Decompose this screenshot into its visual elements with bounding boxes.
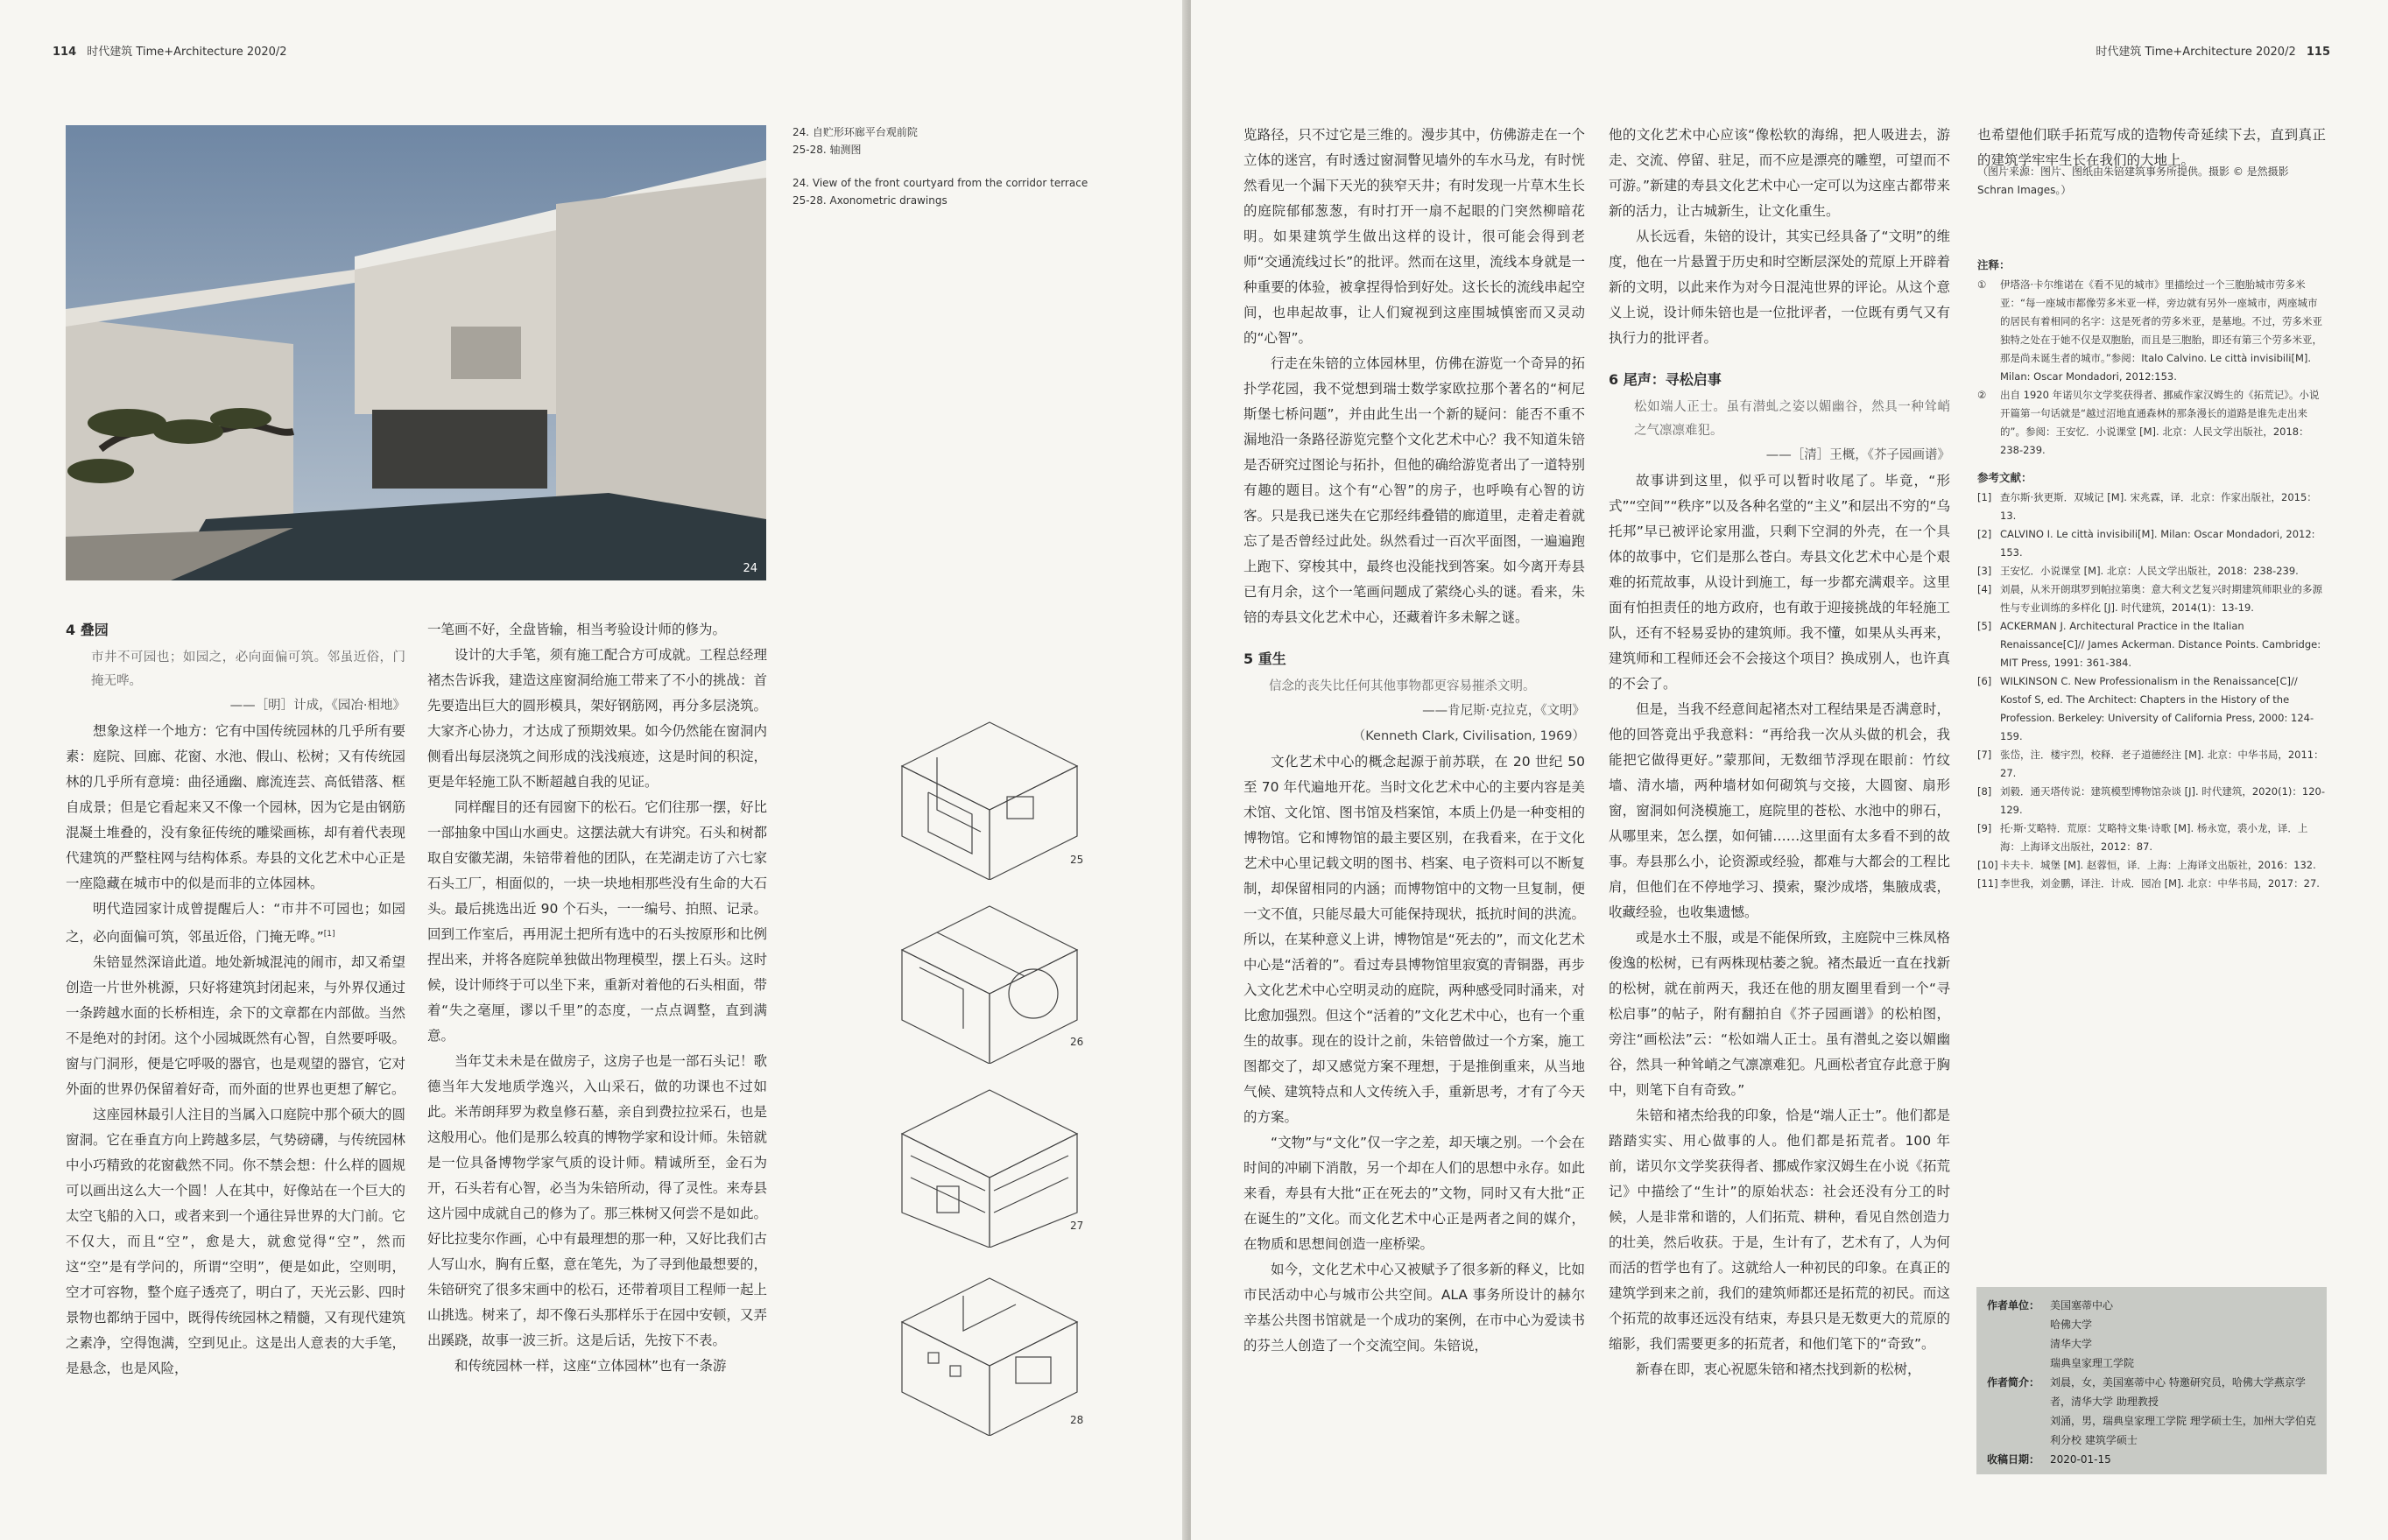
section-heading-6: 6 尾声：寻松启事 <box>1609 371 1722 388</box>
page-number-right: 115 <box>2306 46 2330 59</box>
caption-line: 24. View of the front courtyard from the corridor terrace <box>792 177 1088 189</box>
affiliation-line: 哈佛大学 <box>2050 1318 2093 1331</box>
note-item <box>1977 386 2326 460</box>
ref-text: 王安忆．小说课堂 [M]. 北京：人民文学出版社，2018：238-239. <box>2000 565 2299 577</box>
paragraph: 行走在朱锫的立体园林里，仿佛在游览一个奇异的拓扑学花园，我不觉想到瑞士数学家欧拉那个著名的“柯尼斯堡七桥问题”，并由此生出一个新的疑问：能否不重不漏地沿一条路径游览完整个文化艺术中心？我不知道朱锫是否研究过图论与拓扑，但他的确给游览者出了一道特别有趣的题目。这个有“心智”的房子，也呼唤有心智的访客。只是我已迷失在它那经纬叠错的廊道里，走着走着就忘了是否曾经过此处。纵然看过一百次平面图，一遍遍跑上跑下、穿梭其中，最终也没能找到答案。如今离开寿县已有月余，这个一笔画问题成了萦绕心头的谜。看来，朱锫的寿县文化艺术中心，还藏着许多未解之谜。 <box>1243 355 1585 625</box>
running-header-left <box>46 42 287 59</box>
axo-label-27: 27 <box>1070 1220 1084 1232</box>
epigraph-source-en: （Kenneth Clark, Civilisation, 1969） <box>1352 729 1585 743</box>
figure-caption <box>792 123 1125 209</box>
info-row-received <box>1987 1450 2316 1469</box>
reference-item <box>1977 856 2326 875</box>
reference-item <box>1977 562 2326 580</box>
ref-mark: [2] <box>1977 528 1992 540</box>
ref-mark: [3] <box>1977 565 1992 577</box>
info-value <box>2050 1296 2316 1373</box>
info-label: 收稿日期： <box>1987 1453 2040 1466</box>
ref-mark: [1] <box>1977 491 1992 503</box>
info-row-bio <box>1987 1373 2316 1450</box>
left-page <box>0 0 1187 1540</box>
note-mark: ② <box>1977 389 1987 401</box>
ref-text: 刘毅．通天塔传说：建筑模型博物馆杂谈 [J]. 时代建筑，2020(1)：120-129. <box>2000 785 2325 816</box>
page-number-left: 114 <box>53 46 77 59</box>
paragraph: 朱锫和褚杰给我的印象，恰是“端人正士”。他们都是踏踏实实、用心做事的人。他们都是拓荒者。100 年前，诺贝尔文学奖获得者、挪威作家汉姆生在小说《拓荒记》中描绘了“生计”的原始状态：社会还没有分工的时候，人是非常和谐的，人们拓荒、耕种，看见自然创造力的壮美，然后收获。于是，生计有了，艺术有了，人为何而活的哲学也有了。这就给人一种初民的印象。在真正的建筑学到来之前，我们的建筑师都还是拓荒的初民。而这个拓荒的故事还远没有结束，寿县只是无数更大的荒原的缩影，我们需要更多的拓荒者，和他们笔下的“奇致”。 <box>1609 1108 1950 1352</box>
caption-line: 24. 自贮形环廊平台观前院 <box>792 126 918 138</box>
paragraph: 或是水土不服，或是不能保所致，主庭院中三株凤格俊逸的松树，已有两株现枯萎之貌。褚杰最近一直在找新的松树，就在前两天，我还在他的朋友圈里看到一个“寻松启事”的帖子，附有翻拍自《芥子园画谱》的松柏图，旁注“画松法”云：“松如端人正士。虽有潜虬之姿以媚幽谷，然具一种耸峭之气凛凛难犯。凡画松者宜存此意于胸中，则笔下自有奇致。” <box>1609 930 1950 1098</box>
ref-mark: [4] <box>1977 583 1992 595</box>
caption-line: 25-28. 轴测图 <box>792 144 862 156</box>
paragraph <box>66 897 405 950</box>
ref-mark: [8] <box>1977 785 1992 798</box>
ref-text: 托·斯·艾略特．荒原：艾略特文集·诗歌 [M]. 杨永宽，裘小龙，译．上海：上海译文出版社，2012：87. <box>2000 822 2308 853</box>
axo-label-28: 28 <box>1070 1414 1084 1426</box>
paragraph: 一笔画不好，全盘皆输，相当考验设计师的修为。 <box>427 622 727 637</box>
reference-item <box>1977 525 2326 562</box>
image-credits: （图片来源：图片、图纸由朱锫建筑事务所提供。摄影 © 是然摄影 Schran Images。） <box>1977 165 2289 196</box>
footnote-ref: [1] <box>323 930 335 939</box>
section-heading-4: 4 叠园 <box>66 622 109 638</box>
info-row-affiliation <box>1987 1296 2316 1373</box>
reference-item <box>1977 580 2326 617</box>
paragraph: 这座园林最引人注目的当属入口庭院中那个硕大的圆窗洞。它在垂直方向上跨越多层，气势磅礴，与传统园林中小巧精致的花窗截然不同。你不禁会想：什么样的圆规可以画出这么大一个圆！人在其中，好像站在一个巨大的太空飞船的入口，或者来到一个通往异世界的大门前。它不仅大，而且“空”，愈是大，就愈觉得“空”，然而这“空”是有学问的，所谓“空明”，便是如此，空则明，空才可容物，整个庭子透亮了，明白了，天光云影、四时景物也都纳于园中，既得传统园林之精髓，又有现代建筑之素净，空得饱满，空到见止。这是出人意表的大手笔，是悬念，也是风险， <box>66 1107 405 1377</box>
left-column-2 <box>427 617 767 1379</box>
photo-number: 24 <box>743 562 757 575</box>
affiliation-line: 清华大学 <box>2050 1338 2093 1350</box>
section-heading-5: 5 重生 <box>1243 650 1286 667</box>
ref-mark: [5] <box>1977 620 1992 632</box>
epigraph: 信念的丧失比任何其他事物都更容易摧杀文明。 <box>1269 679 1536 693</box>
ref-mark: [10] <box>1977 859 1998 871</box>
ref-text: 查尔斯·狄更斯．双城记 [M]. 宋兆霖，译．北京：作家出版社，2015：13. <box>2000 491 2317 522</box>
note-text: 出自 1920 年诺贝尔文学奖获得者、挪威作家汉姆生的《拓荒记》。小说开篇第一句话就是“越过沼地直通森林的那条漫长的道路是谁先走出来的”。参阅：王安忆．小说课堂 [M]. 北京：人民文学出版社，2018：238-239. <box>2000 389 2320 456</box>
affiliation-line: 美国塞蒂中心 <box>2050 1299 2114 1311</box>
paragraph: 览路径，只不过它是三维的。漫步其中，仿佛游走在一个立体的迷宫，有时透过窗洞瞥见墙外的车水马龙，有时恍然看见一个漏下天光的狭窄天井；有时发现一片草木生长的庭院郁郁葱葱，有时打开一扇不起眼的门突然柳暗花明。如果建筑学生做出这样的设计，很可能会得到老师“交通流线过长”的批评。然而在这里，流线本身就是一种重要的体验，被拿捏得恰到好处。这长长的流线串起空间，也串起故事，让人们窥视到这座围城慎密而又灵动的“心智”。 <box>1243 127 1585 346</box>
ref-text: 张岱，注．楼宇烈，校释．老子道德经注 [M]. 北京：中华书局，2011：27. <box>2000 749 2324 779</box>
ref-mark: [9] <box>1977 822 1992 834</box>
reference-item <box>1977 617 2326 672</box>
info-label: 作者简介： <box>1987 1376 2040 1389</box>
author-info-box <box>1976 1287 2327 1474</box>
ref-text: 李世我，刘金鹏，译注．计成．园冶 [M]. 北京：中华书局，2017：27. <box>2000 877 2320 890</box>
bio-line: 刘晨，女，美国塞蒂中心 特邀研究员，哈佛大学燕京学者，清华大学 助理教授 <box>2050 1376 2306 1408</box>
ref-mark: [7] <box>1977 749 1992 761</box>
axonometric-drawing-28 <box>876 1269 1103 1436</box>
caption-line: 25-28. Axonometric drawings <box>792 194 947 207</box>
running-header-right <box>2096 42 2337 59</box>
epigraph-source: ——［清］王概，《芥子园画谱》 <box>1765 448 1950 462</box>
paragraph: 当年艾未未是在做房子，这房子也是一部石头记！歌德当年大发地质学逸兴，入山采石，做的功课也不过如此。米芾朗拜罗为救皇修石墓，亲自到费拉拉采石，也是这般用心。他们是那么较真的博物学家和设计师。朱锫就是一位具备博物学家气质的设计师。精诚所至，金石为开，石头若有心智，必当为朱锫所动，得了灵性。来寿县这片园中成就自己的修为了。那三株树又何尝不是如此。好比拉斐尔作画，心中有最理想的那一种，又好比我们古人写山水，胸有丘壑，意在笔先，为了寻到他最想要的，朱锫研究了很多宋画中的松石，还带着项目工程师一起上山挑选。树来了，却不像石头那样乐于在园中安顿，又弄出蹊跷，故事一波三折。这是后话，先按下不表。 <box>427 1053 767 1348</box>
paragraph: 和传统园林一样，这座“立体园林”也有一条游 <box>454 1358 727 1374</box>
courtyard-photo <box>66 125 766 580</box>
ref-text: CALVINO I. Le città invisibili[M]. Milan: Oscar Mondadori, 2012: 153. <box>2000 528 2315 559</box>
axonometric-drawing-25 <box>876 714 1103 880</box>
reference-item <box>1977 819 2326 856</box>
paragraph: 同样醒目的还有园窗下的松石。它们往那一摆，好比一部抽象中国山水画史。这摆法就大有讲究。石头和树都取自安徽芜湖，朱锫带着他的团队，在芜湖走访了六七家石头工厂，相面似的，一块一块地相那些没有生命的大石头。最后挑选出近 90 个石头，一一编号、拍照、记录。回到工作室后，再用泥土把所有选中的石头按原形和比例捏出来，并将各庭院单独做出物理模型，摆上石头。这时候，设计师终于可以坐下来，重新对着他的石头相面，带着“失之毫厘，谬以千里”的态度，一点点调整，直到满意。 <box>427 799 767 1044</box>
ref-mark: [6] <box>1977 675 1992 687</box>
info-value <box>2050 1373 2316 1450</box>
journal-title-right: 时代建筑 Time+Architecture 2020/2 <box>2096 46 2296 59</box>
affiliation-line: 瑞典皇家理工学院 <box>2050 1357 2135 1369</box>
axonometric-drawing-27 <box>876 1081 1103 1248</box>
received-date: 2020-01-15 <box>2050 1453 2111 1466</box>
reference-item <box>1977 672 2326 746</box>
ref-text: 刘晨，从米开朗琪罗到帕拉第奥：意大利文艺复兴时期建筑师职业的多源性与专业训练的多样化 [J]. 时代建筑，2014(1)：13-19. <box>2000 583 2322 614</box>
paragraph: 新春在即，衷心祝愿朱锫和褚杰找到新的松树， <box>1636 1361 1921 1377</box>
notes-section <box>1977 256 2326 893</box>
paragraph: 也希望他们联手拓荒写成的造物传奇延续下去，直到真正的建筑学牢牢生长在我们的大地上。 <box>1977 127 2326 168</box>
reference-item <box>1977 489 2326 525</box>
paragraph: 文化艺术中心的概念起源于前苏联，在 20 世纪 50 至 70 年代遍地开花。当时文化艺术中心的主要内容是美术馆、文化馆、图书馆及档案馆，本质上仍是一种变相的博物馆。它和博物馆的最主要区别，在我看来，在于文化艺术中心里记载文明的图书、档案、电子资料可以不断复制，却保留相同的内涵；而博物馆中的文物一旦复制，便一文不值，只能尽最大可能保持现状，抵抗时间的洪流。所以，在某种意义上讲，博物馆是“死去的”，而文化艺术中心是“活着的”。看过寿县博物馆里寂寞的青铜器，再步入文化艺术中心空明灵动的庭院，两种感受同时涌来，对比愈加强烈。但这个“活着的”文化艺术中心，也有一个重生的故事。现在的设计之前，朱锫曾做过一个方案，施工图都交了，却又感觉方案不理想，于是推倒重来，从当地气候、建筑特点和人文传统入手，重新思考，才有了今天的方案。 <box>1243 754 1585 1125</box>
axo-label-25: 25 <box>1070 854 1084 866</box>
ref-text: 卡夫卡．城堡 [M]. 赵蓉恒，译．上海：上海译文出版社，2016：132. <box>2000 859 2316 871</box>
axo-label-26: 26 <box>1070 1036 1084 1048</box>
epigraph-source: ——［明］计成，《园冶·相地》 <box>229 699 405 713</box>
epigraph: 松如端人正士。虽有潜虬之姿以媚幽谷，然具一种耸峭之气凛凛难犯。 <box>1634 400 1950 438</box>
epigraph-source: ——肯尼斯·克拉克，《文明》 <box>1422 704 1585 718</box>
paragraph: 他的文化艺术中心应该“像松软的海绵，把人吸进去，游走、交流、停留、驻足，而不应是漂亮的雕塑，可望而不可游。”新建的寿县文化艺术中心一定可以为这座古都带来新的活力，让古城新生，让文化重生。 <box>1609 127 1950 219</box>
courtyard-photo-illustration <box>66 125 766 580</box>
reference-item <box>1977 746 2326 783</box>
paragraph: 如今，文化艺术中心又被赋予了很多新的释义，比如市民活动中心与城市公共空间。ALA 事务所设计的赫尔辛基公共图书馆就是一个成功的案例，在市中心为爱读书的芬兰人创造了一个交流空间。朱锫说， <box>1243 1262 1585 1354</box>
journal-title-left: 时代建筑 Time+Architecture 2020/2 <box>87 46 287 59</box>
note-mark: ① <box>1977 278 1987 291</box>
ref-mark: [11] <box>1977 877 1998 890</box>
info-label: 作者单位： <box>1987 1299 2040 1311</box>
epigraph: 市井不可园也；如园之，必向面偏可筑。邻虽近俗，门掩无哗。 <box>91 650 405 688</box>
right-column-2 <box>1609 123 1950 1382</box>
paragraph: 但是，当我不经意间起褚杰对工程结果是否满意时，他的回答竟出乎我意料：“再给我一次从头做的机会，我能把它做得更好。”蒙那间，无数细节浮现在眼前：竹纹墙、清水墙，两种墙材如何砌筑与交接，大圆窗、扇形窗，窗洞如何浇模施工，庭院里的苍松、水池中的卵石，从哪里来，怎么摆，如何铺……这里面有太多看不到的故事。寿县那么小，论资源或经验，都难与大都会的工程比肩，但他们在不停地学习、摸索，聚沙成塔，集腋成裘，收藏经验，也收集遗憾。 <box>1609 701 1950 920</box>
references-heading: 参考文献： <box>1977 471 2032 484</box>
paragraph: 朱锫显然深谙此道。地处新城混沌的闹市，却又希望创造一片世外桃源，只好将建筑封闭起来，与外界仅通过一条跨越水面的长桥相连，余下的文章都在内部做。当然不是绝对的封闭。这个小园城既然有心智，自然要呼吸。窗与门洞形，便是它呼吸的器官，也是观望的器官，它对外面的世界仍保留着好奇，而外面的世界也更想了解它。 <box>66 954 405 1098</box>
reference-item <box>1977 783 2326 819</box>
paragraph: 故事讲到这里，似乎可以暂时收尾了。毕竟，“形式”“空间”“秩序”以及各种名堂的“主义”和层出不穷的“乌托邦”早已被评论家用滥，只剩下空洞的外壳，在一个具体的故事中，它们是那么苍白。寿县文化艺术中心是个艰难的拓荒故事，从设计到施工，每一步都充满艰辛。这里面有怕担责任的地方政府，也有敢于迎接挑战的年轻施工队，还有不轻易妥协的建筑师。我不懂，如果从头再来，建筑师和工程师还会不会接这个项目？换成别人，也许真的不会了。 <box>1609 473 1950 692</box>
axonometric-drawing-26 <box>876 897 1103 1064</box>
left-column-1 <box>66 617 405 1382</box>
right-page <box>1191 0 2388 1540</box>
paragraph: “文物”与“文化”仅一字之差，却天壤之别。一个会在时间的冲刷下消散，另一个却在人们的思想中永存。如此来看，寿县有大批“正在死去的”文物，同时又有大批“正在诞生的”文化。而文化艺术中心正是两者之间的媒介，在物质和思想间创造一座桥梁。 <box>1243 1135 1585 1252</box>
paragraph: 想象这样一个地方：它有中国传统园林的几乎所有要素：庭院、回廊、花窗、水池、假山、松树；又有传统园林的几乎所有意境：曲径通幽、廊流连芸、高低错落、框自成景；但是它看起来又不像一个园林，因为它是由钢筋混凝土堆叠的，没有象征传统的雕梁画栋，却有着代表现代建筑的严整柱网与结构体系。寿县的文化艺术中心正是一座隐藏在城市中的似是而非的立体园林。 <box>66 723 405 891</box>
note-text: 伊塔洛·卡尔维诺在《看不见的城市》里描绘过一个三胞胎城市劳多米亚：“每一座城市都像劳多米亚一样，旁边就有另外一座城市，两座城市的居民有着相同的名字：这是死者的劳多米亚，是墓地。不过，劳多米亚独特之处在于她不仅是双胞胎，而且是三胞胎，即还有第三个劳多米亚，那是尚未诞生者的城市。”参阅：Italo Calvino. Le città invisibili[M]. Milan: Oscar Mondadori, 2012:153. <box>2000 278 2322 383</box>
paragraph: 设计的大手笔，须有施工配合方可成就。工程总经理褚杰告诉我，建造这座窗洞给施工带来了不小的挑战：首先要造出巨大的圆形模具，架好钢筋网，再分多层浇筑。大家齐心协力，才达成了预期效果。如今仍然能在窗洞内侧看出每层浇筑之间形成的浅浅痕迹，这是时间的积淀，更是年轻施工队不断超越自我的见证。 <box>427 647 767 790</box>
notes-heading: 注释： <box>1977 258 2011 271</box>
ref-text: WILKINSON C. New Professionalism in the Renaissance[C]// Kostof S, ed. The Architect: Chapters in the History of the Profession. Berkeley: University of California Press, 2000: 124-159. <box>2000 675 2314 742</box>
ref-text: ACKERMAN J. Architectural Practice in the Italian Renaissance[C]// James Ackerman. Distance Points. Cambridge: MIT Press, 1991: 361-384. <box>2000 620 2321 669</box>
right-column-1 <box>1243 123 1585 1359</box>
paragraph-text: 明代造园家计成曾提醒后人：“市井不可园也；如园之，必向面偏可筑，邻虽近俗，门掩无哗。” <box>66 901 405 946</box>
note-item <box>1977 276 2326 386</box>
bio-line: 刘涌，男，瑞典皇家理工学院 理学硕士生，加州大学伯克利分校 建筑学硕士 <box>2050 1415 2316 1446</box>
paragraph: 从长远看，朱锫的设计，其实已经具备了“文明”的维度，他在一片悬置于历史和时空断层深处的荒原上开辟着新的文明，以此来作为对今日混沌世界的评论。从这个意义上说，设计师朱锫也是一位批评者，一位既有勇气又有执行力的批评者。 <box>1609 229 1950 346</box>
reference-item <box>1977 875 2326 893</box>
